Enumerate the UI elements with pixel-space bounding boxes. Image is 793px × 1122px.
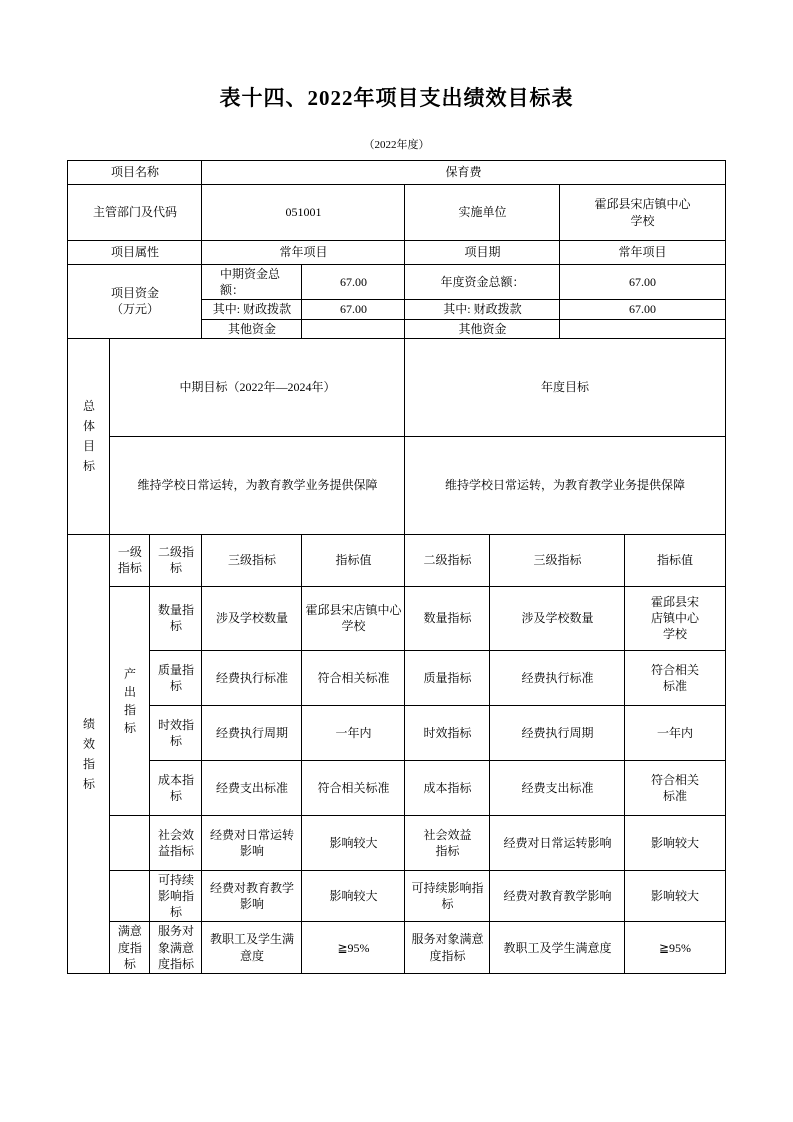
- annual-other-label: 其他资金: [405, 319, 560, 338]
- annual-level3-cell: 经费对日常运转影响: [490, 815, 625, 870]
- indicator-row-cost: [68, 760, 725, 815]
- indicator-row-sustainability: [68, 870, 725, 922]
- value-cell: 影响较大: [302, 870, 405, 922]
- midterm-fiscal-value: 67.00: [302, 300, 405, 319]
- annual-other-value: [560, 319, 725, 338]
- annual-value-header: 指标值: [625, 534, 725, 586]
- value-cell: 霍邱县宋店镇中心学校: [302, 586, 405, 650]
- indicator-row-social-benefit: [68, 815, 725, 870]
- annual-level2-cell: 质量指标: [405, 650, 490, 705]
- project-period-value: 常年项目: [560, 241, 725, 265]
- level2-header: 二级指标: [150, 534, 202, 586]
- project-name-label: 项目名称: [68, 161, 202, 185]
- midterm-goal-header: 中期目标（2022年—2024年）: [110, 338, 405, 436]
- value-cell: 符合相关标准: [302, 760, 405, 815]
- value-cell: 一年内: [302, 705, 405, 760]
- level1-cell-empty: [110, 815, 150, 870]
- indicator-row-satisfaction: [68, 922, 725, 974]
- project-name-value: 保育费: [202, 161, 725, 185]
- document-year-subtitle: （2022年度）: [363, 139, 430, 151]
- overall-goal-content-row: [68, 436, 725, 534]
- performance-section-label: [68, 534, 110, 973]
- annual-value-cell: ≧95%: [625, 922, 725, 974]
- level3-cell: 经费支出标准: [202, 760, 302, 815]
- indicator-row-quantity: [68, 586, 725, 650]
- satisfaction-indicator-label: 满意度指标: [110, 922, 150, 974]
- annual-value-text: 霍邱县宋店镇中心学校: [650, 594, 699, 642]
- annual-level3-cell: 经费执行周期: [490, 705, 625, 760]
- project-name-row: [68, 161, 725, 185]
- department-code-value: 051001: [202, 185, 405, 241]
- value-cell: 符合相关标准: [302, 650, 405, 705]
- level3-cell: 经费对日常运转影响: [202, 815, 302, 870]
- annual-level2-cell: [405, 815, 490, 870]
- midterm-other-value: [302, 319, 405, 338]
- level2-cell: 数量指标: [150, 586, 202, 650]
- department-label: 主管部门及代码: [68, 185, 202, 241]
- annual-value-cell: [625, 586, 725, 650]
- annual-fiscal-value: 67.00: [560, 300, 725, 319]
- annual-level2-cell: 时效指标: [405, 705, 490, 760]
- annual-value-cell: 影响较大: [625, 815, 725, 870]
- value-cell: ≧95%: [302, 922, 405, 974]
- annual-level3-cell: 教职工及学生满意度: [490, 922, 625, 974]
- annual-level3-cell: 涉及学校数量: [490, 586, 625, 650]
- project-attribute-value: 常年项目: [202, 241, 405, 265]
- level2-cell: 时效指标: [150, 705, 202, 760]
- overall-goal-section-label: [68, 338, 110, 534]
- level1-header: 一级指标: [110, 534, 150, 586]
- value-header: 指标值: [302, 534, 405, 586]
- annual-total-label: 年度资金总额：: [405, 265, 560, 300]
- project-period-label: 项目期: [405, 241, 560, 265]
- implementing-unit-label: 实施单位: [405, 185, 560, 241]
- midterm-other-label: 其他资金: [202, 319, 302, 338]
- funds-label: [68, 265, 202, 339]
- level3-cell: 经费执行周期: [202, 705, 302, 760]
- annual-level2-cell: 可持续影响指标: [405, 870, 490, 922]
- annual-level2-cell: 服务对象满意度指标: [405, 922, 490, 974]
- level3-header: 三级指标: [202, 534, 302, 586]
- midterm-total-value: 67.00: [302, 265, 405, 300]
- annual-value-cell: [625, 760, 725, 815]
- annual-level2-cell: 成本指标: [405, 760, 490, 815]
- midterm-goal-text: 维持学校日常运转，为教育教学业务提供保障: [110, 436, 405, 534]
- level1-cell-empty: [110, 870, 150, 922]
- annual-value-cell: 影响较大: [625, 870, 725, 922]
- implementing-unit-text: 霍邱县宋店镇中心学校: [594, 197, 691, 228]
- midterm-total-label-text: 中期资金总额：: [219, 267, 280, 298]
- level2-cell: 可持续影响指标: [150, 870, 202, 922]
- level3-cell: 经费对教育教学影响: [202, 870, 302, 922]
- annual-goal-header: 年度目标: [405, 338, 725, 436]
- level2-cell: 社会效益指标: [150, 815, 202, 870]
- level2-cell: 服务对象满意度指标: [150, 922, 202, 974]
- implementing-unit-value: [560, 185, 725, 241]
- funds-total-row: [68, 265, 725, 300]
- annual-total-value: 67.00: [560, 265, 725, 300]
- overall-goal-header-row: [68, 338, 725, 436]
- midterm-fiscal-label: 其中: 财政拨款: [202, 300, 302, 319]
- annual-value-text: 符合相关标准: [650, 662, 699, 693]
- output-indicator-vertical-text: 产出指标: [123, 666, 136, 735]
- annual-level2-header: 二级指标: [405, 534, 490, 586]
- midterm-total-label: [202, 265, 302, 300]
- indicator-row-quality: [68, 650, 725, 705]
- level3-cell: 经费执行标准: [202, 650, 302, 705]
- annual-value-cell: [625, 650, 725, 705]
- value-cell: 影响较大: [302, 815, 405, 870]
- annual-level2-cell: 数量指标: [405, 586, 490, 650]
- annual-level3-cell: 经费执行标准: [490, 650, 625, 705]
- indicator-row-timeliness: [68, 705, 725, 760]
- annual-goal-text: 维持学校日常运转，为教育教学业务提供保障: [405, 436, 725, 534]
- annual-value-text: 符合相关标准: [650, 772, 699, 803]
- level2-cell: 质量指标: [150, 650, 202, 705]
- indicator-header-row: [68, 534, 725, 586]
- project-attribute-label: 项目属性: [68, 241, 202, 265]
- annual-level3-cell: 经费支出标准: [490, 760, 625, 815]
- performance-vertical-text: 绩效指标: [82, 716, 95, 791]
- document-title: 表十四、2022年项目支出绩效目标表: [219, 86, 574, 110]
- attribute-row: [68, 241, 725, 265]
- annual-value-cell: 一年内: [625, 705, 725, 760]
- level3-cell: 教职工及学生满意度: [202, 922, 302, 974]
- annual-level3-header: 三级指标: [490, 534, 625, 586]
- overall-goal-vertical-text: 总体目标: [82, 399, 95, 474]
- department-row: [68, 185, 725, 241]
- annual-fiscal-label: 其中: 财政拨款: [405, 300, 560, 319]
- level3-cell: 涉及学校数量: [202, 586, 302, 650]
- output-indicator-label: [110, 586, 150, 815]
- annual-level2-text: 社会效益指标: [423, 827, 472, 858]
- performance-target-table: [67, 160, 725, 974]
- funds-label-text: 项目资金（万元）: [110, 286, 159, 317]
- level2-cell: 成本指标: [150, 760, 202, 815]
- annual-level3-cell: 经费对教育教学影响: [490, 870, 625, 922]
